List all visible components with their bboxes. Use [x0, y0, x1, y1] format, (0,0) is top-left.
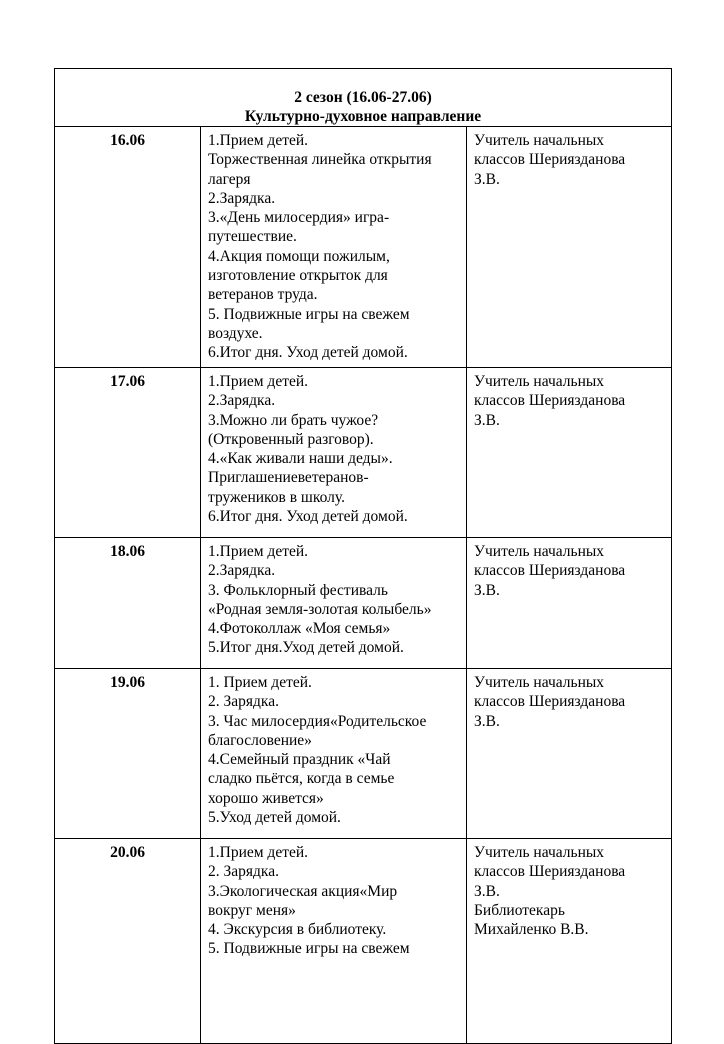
activity-line: 1.Прием детей.: [208, 844, 309, 861]
activity-line: Торжественная линейка открытия: [208, 151, 432, 169]
responsible-line: классов Шериязданова: [474, 392, 626, 410]
activity-line: 6.Итог дня. Уход детей домой.: [208, 508, 408, 526]
activity-line: Приглашениеветеранов-: [208, 469, 369, 487]
activity-line: 4.Семейный праздник «Чай: [208, 751, 391, 769]
activities-cell: [201, 368, 467, 538]
activity-line: 4.Фотоколлаж «Моя семья»: [208, 620, 391, 638]
responsible-line: классов Шериязданова: [474, 863, 626, 881]
activity-line: тружеников в школу.: [208, 488, 345, 506]
responsible-line: Учитель начальных: [474, 373, 605, 390]
activities-cell: [201, 538, 467, 669]
activity-line: лагеря: [208, 170, 251, 188]
activity-line: 4. Экскурсия в библиотеку.: [208, 921, 387, 939]
activity-line: путешествие.: [208, 228, 297, 246]
activities-cell: [201, 669, 467, 839]
activity-line: сладко пьётся, когда в семье: [208, 770, 395, 788]
activity-line: хорошо живется»: [208, 789, 324, 807]
responsible-line: Михайленко В.В.: [474, 921, 589, 939]
activity-line: 1.Прием детей.: [208, 373, 309, 390]
activity-line: 2.Зарядка.: [208, 392, 276, 410]
responsible-line: З.В.: [474, 712, 500, 730]
responsible-line: Учитель начальных: [474, 844, 605, 861]
activity-line: 3. Фольклорный фестиваль: [208, 581, 388, 599]
activity-line: 2. Зарядка.: [208, 863, 279, 881]
responsible-line: классов Шериязданова: [474, 562, 626, 580]
activity-line: 2.Зарядка.: [208, 562, 276, 580]
activity-line: 1.Прием детей.: [208, 543, 309, 560]
activity-line: вокруг меня»: [208, 901, 296, 919]
table-row: [55, 368, 672, 538]
activity-line: изготовление открыток для: [208, 267, 388, 285]
activity-line: 3.«День милосердия» игра-: [208, 209, 390, 227]
activity-line: 5. Подвижные игры на свежем: [208, 940, 410, 958]
season-title: 2 сезон (16.06-27.06): [294, 89, 432, 106]
responsible-cell: [467, 839, 672, 1044]
table-header-row: [55, 69, 672, 127]
activity-line: 4.«Как живали наши деды».: [208, 450, 393, 468]
responsible-line: З.В.: [474, 882, 500, 900]
activity-line: 5.Итог дня.Уход детей домой.: [208, 639, 404, 657]
date-cell: 18.06: [55, 538, 201, 669]
date-cell: 20.06: [55, 839, 201, 1044]
activity-line: 3.Экологическая акция«Мир: [208, 882, 398, 900]
activity-line: 5. Подвижные игры на свежем: [208, 305, 410, 323]
table-row: [55, 538, 672, 669]
direction-title: Культурно-духовное направление: [244, 108, 482, 125]
responsible-line: З.В.: [474, 170, 500, 188]
activity-line: 5.Уход детей домой.: [208, 809, 341, 827]
responsible-line: Библиотекарь: [474, 901, 565, 919]
activity-line: воздухе.: [208, 324, 263, 342]
date-cell: 17.06: [55, 368, 201, 538]
date-cell: 16.06: [55, 127, 201, 368]
responsible-cell: [467, 669, 672, 839]
activities-cell: [201, 839, 467, 1044]
responsible-line: классов Шериязданова: [474, 693, 626, 711]
responsible-line: Учитель начальных: [474, 674, 605, 691]
activity-line: 4.Акция помощи пожилым,: [208, 247, 390, 265]
responsible-line: Учитель начальных: [474, 543, 605, 560]
responsible-line: З.В.: [474, 411, 500, 429]
table-row: [55, 127, 672, 368]
activity-line: 3.Можно ли брать чужое?: [208, 411, 379, 429]
date-cell: 19.06: [55, 669, 201, 839]
activity-line: ветеранов труда.: [208, 286, 318, 304]
responsible-line: З.В.: [474, 581, 500, 599]
activity-line: 3. Час милосердия«Родительское: [208, 712, 427, 730]
table-header-cell: [55, 69, 672, 127]
responsible-line: Учитель начальных: [474, 132, 605, 149]
table-row: [55, 669, 672, 839]
responsible-cell: [467, 127, 672, 368]
responsible-line: классов Шериязданова: [474, 151, 626, 169]
activity-line: 6.Итог дня. Уход детей домой.: [208, 344, 408, 362]
activity-line: (Откровенный разговор).: [208, 430, 374, 448]
schedule-table: [54, 68, 672, 1044]
activity-line: благословение»: [208, 731, 312, 749]
activity-line: 2.Зарядка.: [208, 189, 276, 207]
activity-line: 1. Прием детей.: [208, 674, 312, 691]
table-row: [55, 839, 672, 1044]
responsible-cell: [467, 368, 672, 538]
activity-line: «Родная земля-золотая колыбель»: [208, 600, 432, 618]
activity-line: 2. Зарядка.: [208, 693, 279, 711]
responsible-cell: [467, 538, 672, 669]
activities-cell: [201, 127, 467, 368]
activity-line: 1.Прием детей.: [208, 132, 309, 149]
